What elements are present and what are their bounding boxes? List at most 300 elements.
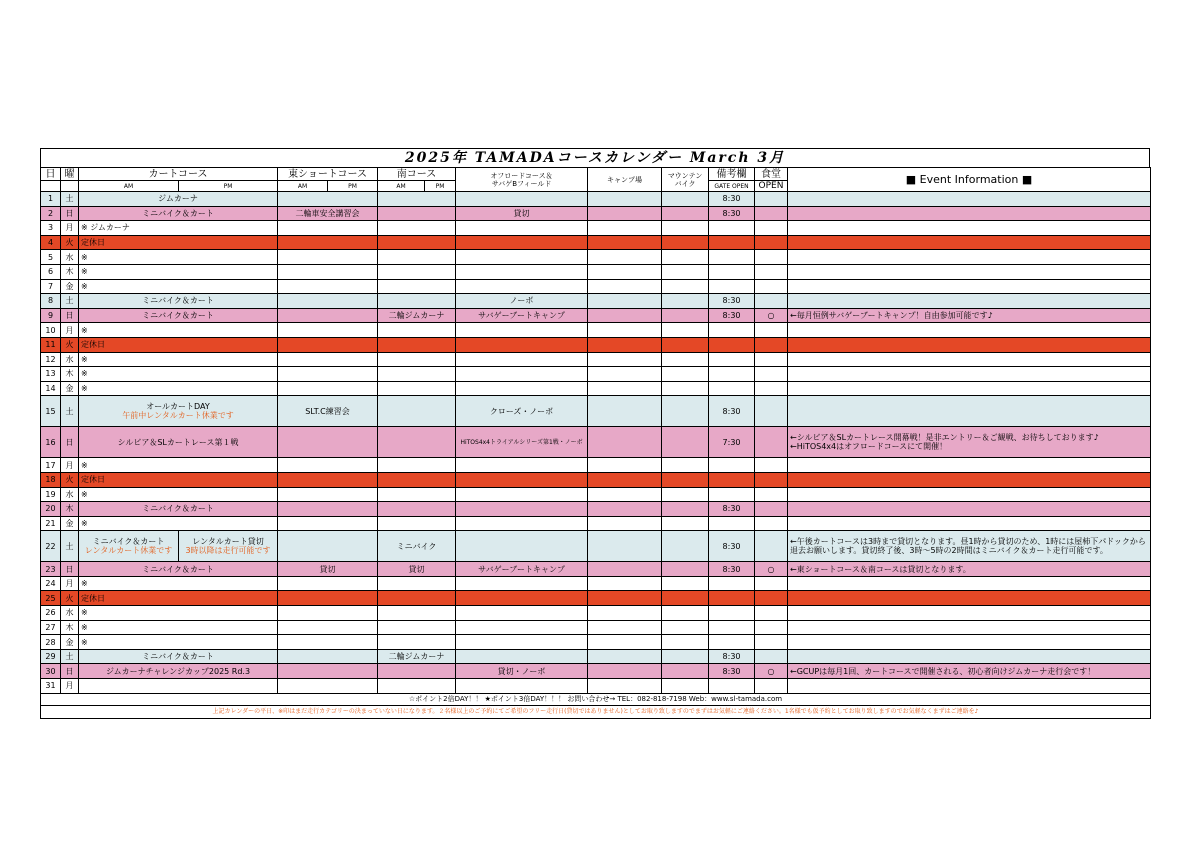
calendar-row: [41, 192, 1151, 207]
kart-cell: ※: [79, 367, 278, 382]
camp-cell: [588, 427, 662, 458]
food-cell: [755, 250, 788, 265]
day-cell: 4: [41, 235, 61, 250]
south-cell: [378, 606, 456, 621]
mtb-cell: [662, 531, 709, 562]
header-food: 食堂: [755, 168, 788, 181]
south-cell: ミニバイク: [378, 531, 456, 562]
gate-cell: 8:30: [709, 664, 755, 679]
event-cell: [788, 635, 1151, 650]
gate-cell: [709, 235, 755, 250]
east-cell: 貸切: [278, 562, 378, 577]
south-cell: [378, 396, 456, 427]
south-cell: [378, 591, 456, 606]
kart-cell: ※: [79, 381, 278, 396]
east-cell: [278, 487, 378, 502]
mtb-cell: [662, 250, 709, 265]
mtb-cell: [662, 487, 709, 502]
gate-cell: [709, 635, 755, 650]
mtb-cell: [662, 620, 709, 635]
offroad-cell: [456, 531, 588, 562]
food-cell: [755, 192, 788, 207]
east-pm: PM: [328, 181, 378, 192]
south-cell: [378, 221, 456, 236]
kart-pm-sub: 3時以降は走行可能です: [185, 546, 271, 556]
offroad-cell: 貸切: [456, 206, 588, 221]
south-cell: [378, 487, 456, 502]
event-cell: [788, 264, 1151, 279]
weekday-cell: 水: [61, 606, 79, 621]
kart-am-cell: [79, 531, 179, 562]
weekday-cell: 月: [61, 576, 79, 591]
offroad-cell: [456, 250, 588, 265]
offroad-cell: [456, 337, 588, 352]
camp-cell: [588, 221, 662, 236]
gate-cell: [709, 367, 755, 382]
offroad-cell: [456, 576, 588, 591]
south-cell: [378, 679, 456, 694]
camp-cell: [588, 337, 662, 352]
food-cell: [755, 531, 788, 562]
east-cell: [278, 323, 378, 338]
gate-cell: [709, 250, 755, 265]
offroad-cell: [456, 279, 588, 294]
mtb-cell: [662, 396, 709, 427]
calendar-row: [41, 337, 1151, 352]
weekday-cell: 火: [61, 591, 79, 606]
gate-cell: 8:30: [709, 502, 755, 517]
kart-pm-cell: [179, 531, 278, 562]
header-mtb: [662, 168, 709, 192]
event-text: ←シルビア＆SLカートレース開幕戦！是非エントリー＆ご観戦、お待ちしております♪: [790, 433, 1099, 443]
weekday-cell: 日: [61, 562, 79, 577]
kart-cell: 定休日: [79, 472, 278, 487]
mtb-cell: [662, 427, 709, 458]
day-cell: 25: [41, 591, 61, 606]
camp-cell: [588, 352, 662, 367]
event-cell: [788, 192, 1151, 207]
calendar-row: [41, 679, 1151, 694]
weekday-cell: 金: [61, 279, 79, 294]
mtb-cell: [662, 206, 709, 221]
food-cell: [755, 337, 788, 352]
event-cell: [788, 294, 1151, 309]
offroad-cell: 貸切・ノーボ: [456, 664, 588, 679]
kart-am-sub: レンタルカート休業です: [84, 546, 173, 556]
kart-sub: 午前中レンタルカート休業です: [122, 411, 234, 421]
kart-cell: シルビア＆SLカートレース第１戦: [79, 427, 278, 458]
food-cell: [755, 221, 788, 236]
calendar-row: [41, 472, 1151, 487]
event-cell: [788, 381, 1151, 396]
calendar-row: [41, 427, 1151, 458]
south-cell: [378, 352, 456, 367]
weekday-cell: 月: [61, 323, 79, 338]
kart-pm-text: レンタルカート貸切: [192, 537, 264, 547]
mtb-cell: [662, 679, 709, 694]
kart-cell: ミニバイク＆カート: [79, 649, 278, 664]
food-cell: [755, 679, 788, 694]
food-open: OPEN: [755, 181, 788, 192]
offroad-cell: クローズ・ノーボ: [456, 396, 588, 427]
food-cell: [755, 576, 788, 591]
gate-cell: [709, 458, 755, 473]
event-cell: [788, 664, 1151, 679]
camp-cell: [588, 458, 662, 473]
camp-cell: [588, 192, 662, 207]
calendar-table: [40, 167, 1151, 719]
weekday-cell: 水: [61, 352, 79, 367]
gate-cell: 8:30: [709, 562, 755, 577]
offroad-cell: [456, 264, 588, 279]
event-cell: [788, 367, 1151, 382]
east-cell: [278, 367, 378, 382]
east-cell: [278, 516, 378, 531]
weekday-cell: 土: [61, 649, 79, 664]
food-cell: [755, 279, 788, 294]
east-cell: SLT.C練習会: [278, 396, 378, 427]
calendar-row: [41, 323, 1151, 338]
east-cell: [278, 250, 378, 265]
kart-cell: ミニバイク＆カート: [79, 562, 278, 577]
gate-cell: [709, 487, 755, 502]
kart-cell: ジムカーナ: [79, 192, 278, 207]
day-cell: 18: [41, 472, 61, 487]
camp-cell: [588, 502, 662, 517]
day-cell: 29: [41, 649, 61, 664]
event-cell: [788, 487, 1151, 502]
food-cell: [755, 606, 788, 621]
calendar-row: [41, 487, 1151, 502]
weekday-cell: 金: [61, 635, 79, 650]
kart-cell: 定休日: [79, 235, 278, 250]
east-cell: [278, 502, 378, 517]
weekday-cell: 木: [61, 264, 79, 279]
mtb-cell: [662, 352, 709, 367]
camp-cell: [588, 576, 662, 591]
camp-cell: [588, 606, 662, 621]
mtb-cell: [662, 192, 709, 207]
day-cell: 12: [41, 352, 61, 367]
event-cell: [788, 221, 1151, 236]
header-east: 東ショートコース: [278, 168, 378, 181]
weekday-cell: 火: [61, 337, 79, 352]
south-cell: [378, 235, 456, 250]
gate-cell: [709, 591, 755, 606]
gate-cell: [709, 516, 755, 531]
gate-cell: [709, 620, 755, 635]
camp-cell: [588, 279, 662, 294]
food-cell: [755, 458, 788, 473]
east-cell: [278, 381, 378, 396]
food-cell: [755, 323, 788, 338]
calendar-row: [41, 396, 1151, 427]
header-row: [41, 168, 1151, 181]
weekday-cell: 日: [61, 427, 79, 458]
event-cell: [788, 235, 1151, 250]
calendar-row: [41, 606, 1151, 621]
weekday-cell: 火: [61, 235, 79, 250]
east-am: AM: [278, 181, 328, 192]
camp-cell: [588, 367, 662, 382]
event-cell: [788, 308, 1151, 323]
east-cell: [278, 221, 378, 236]
mtb-cell: [662, 649, 709, 664]
south-cell: [378, 576, 456, 591]
mtb-cell: [662, 337, 709, 352]
food-cell: [755, 396, 788, 427]
kart-cell: ジムカーナチャレンジカップ2025 Rd.3: [79, 664, 278, 679]
calendar: [40, 148, 1150, 719]
day-cell: 22: [41, 531, 61, 562]
calendar-row: [41, 279, 1151, 294]
footer-contact-row: [41, 693, 1151, 705]
mtb-cell: [662, 606, 709, 621]
mtb-cell: [662, 576, 709, 591]
calendar-title: 2025年 TAMADAコースカレンダー March 3月: [40, 148, 1150, 167]
day-cell: 30: [41, 664, 61, 679]
camp-cell: [588, 308, 662, 323]
calendar-row: [41, 664, 1151, 679]
food-cell: ○: [755, 562, 788, 577]
south-cell: [378, 664, 456, 679]
east-cell: [278, 192, 378, 207]
weekday-cell: 水: [61, 487, 79, 502]
day-cell: 19: [41, 487, 61, 502]
day-cell: 14: [41, 381, 61, 396]
mtb-cell: [662, 323, 709, 338]
day-cell: 26: [41, 606, 61, 621]
offroad-cell: ノーボ: [456, 294, 588, 309]
gate-cell: [709, 679, 755, 694]
offroad-cell: [456, 679, 588, 694]
calendar-row: [41, 250, 1151, 265]
mtb-cell: [662, 221, 709, 236]
kart-cell: ※: [79, 620, 278, 635]
south-cell: 二輪ジムカーナ: [378, 308, 456, 323]
food-cell: [755, 516, 788, 531]
offroad-cell: [456, 502, 588, 517]
food-cell: [755, 502, 788, 517]
gate-cell: [709, 606, 755, 621]
camp-cell: [588, 664, 662, 679]
kart-cell: 定休日: [79, 337, 278, 352]
gate-cell: [709, 221, 755, 236]
calendar-row: [41, 235, 1151, 250]
gate-cell: [709, 381, 755, 396]
calendar-row: [41, 649, 1151, 664]
footer-note: 上記カレンダーの平日、※印はまだ走行カテゴリーの決まっていない日になります。２名様以上のご予約にてご希望のフリー走行日(貸切ではありません)としてお取り致しますのでまずはお気軽にご連絡ください。1名様でも仮予約としてお取り致しますのでお気軽なくまずはご連絡を♪: [41, 705, 1151, 718]
calendar-row: [41, 576, 1151, 591]
south-cell: [378, 502, 456, 517]
header-kart: カートコース: [79, 168, 278, 181]
kart-cell: ※: [79, 516, 278, 531]
food-cell: [755, 206, 788, 221]
food-cell: [755, 352, 788, 367]
header-mtb-line2: バイク: [674, 179, 696, 188]
mtb-cell: [662, 516, 709, 531]
header-south: 南コース: [378, 168, 456, 181]
calendar-row: [41, 531, 1151, 562]
gate-cell: 8:30: [709, 531, 755, 562]
gate-cell: [709, 323, 755, 338]
offroad-cell: サバゲーブートキャンプ: [456, 562, 588, 577]
calendar-row: [41, 516, 1151, 531]
offroad-cell: サバゲーブートキャンプ: [456, 308, 588, 323]
kart-cell: ※: [79, 279, 278, 294]
calendar-row: [41, 367, 1151, 382]
south-cell: [378, 264, 456, 279]
east-cell: [278, 458, 378, 473]
event-text-2: ←HiTOS4x4はオフロードコースにて開催！: [790, 442, 948, 452]
offroad-cell: [456, 606, 588, 621]
calendar-row: [41, 620, 1151, 635]
south-cell: [378, 323, 456, 338]
gate-cell: [709, 472, 755, 487]
camp-cell: [588, 235, 662, 250]
camp-cell: [588, 620, 662, 635]
camp-cell: [588, 381, 662, 396]
offroad-cell: [456, 620, 588, 635]
gate-cell: 8:30: [709, 396, 755, 427]
south-cell: [378, 206, 456, 221]
camp-cell: [588, 516, 662, 531]
event-cell: [788, 250, 1151, 265]
south-am: AM: [378, 181, 425, 192]
south-cell: [378, 294, 456, 309]
gate-cell: [709, 576, 755, 591]
food-cell: ○: [755, 664, 788, 679]
kart-cell: ※: [79, 323, 278, 338]
gate-open: GATE OPEN: [709, 181, 755, 192]
calendar-row: [41, 458, 1151, 473]
east-cell: [278, 279, 378, 294]
day-cell: 17: [41, 458, 61, 473]
offroad-cell: [456, 591, 588, 606]
event-cell: [788, 606, 1151, 621]
header-event: ■ Event Information ■: [788, 168, 1151, 192]
event-cell: [788, 649, 1151, 664]
weekday-cell: 日: [61, 308, 79, 323]
mtb-cell: [662, 591, 709, 606]
day-cell: 6: [41, 264, 61, 279]
food-cell: [755, 294, 788, 309]
event-cell: [788, 502, 1151, 517]
event-cell: [788, 576, 1151, 591]
offroad-cell: [456, 367, 588, 382]
header-camp: キャンプ場: [588, 168, 662, 192]
east-cell: [278, 427, 378, 458]
south-cell: [378, 337, 456, 352]
food-cell: [755, 367, 788, 382]
event-text: ←GCUPは毎月1回、カートコースで開催される、初心者向けジムカーナ走行会です！: [790, 666, 1096, 676]
footer-note-row: [41, 705, 1151, 718]
day-cell: 1: [41, 192, 61, 207]
event-cell: [788, 591, 1151, 606]
header-mtb-line1: マウンテン: [667, 171, 703, 180]
east-cell: [278, 235, 378, 250]
weekday-cell: 土: [61, 192, 79, 207]
kart-cell: ミニバイク＆カート: [79, 502, 278, 517]
camp-cell: [588, 294, 662, 309]
camp-cell: [588, 591, 662, 606]
event-text: ←東ショートコース＆南コースは貸切となります。: [790, 564, 971, 574]
day-cell: 9: [41, 308, 61, 323]
day-cell: 21: [41, 516, 61, 531]
event-cell: [788, 279, 1151, 294]
day-cell: 15: [41, 396, 61, 427]
calendar-row: [41, 562, 1151, 577]
kart-cell: ※: [79, 458, 278, 473]
kart-am: AM: [79, 181, 179, 192]
food-cell: [755, 649, 788, 664]
kart-cell: 定休日: [79, 591, 278, 606]
event-cell: [788, 352, 1151, 367]
mtb-cell: [662, 264, 709, 279]
event-cell: [788, 458, 1151, 473]
south-cell: [378, 516, 456, 531]
kart-cell: ※: [79, 635, 278, 650]
camp-cell: [588, 487, 662, 502]
offroad-cell: [456, 635, 588, 650]
gate-cell: 8:30: [709, 206, 755, 221]
event-cell: [788, 427, 1151, 458]
offroad-cell: [456, 192, 588, 207]
event-cell: [788, 206, 1151, 221]
east-cell: [278, 264, 378, 279]
kart-am-text: ミニバイク＆カート: [92, 537, 165, 547]
east-cell: [278, 352, 378, 367]
food-cell: [755, 620, 788, 635]
east-cell: [278, 294, 378, 309]
weekday-cell: 金: [61, 381, 79, 396]
kart-cell: ※: [79, 606, 278, 621]
day-cell: 7: [41, 279, 61, 294]
weekday-cell: 木: [61, 502, 79, 517]
event-cell: [788, 337, 1151, 352]
weekday-cell: 土: [61, 294, 79, 309]
south-cell: [378, 620, 456, 635]
day-cell: 24: [41, 576, 61, 591]
calendar-row: [41, 381, 1151, 396]
weekday-cell: 木: [61, 367, 79, 382]
kart-cell: ※: [79, 576, 278, 591]
south-cell: [378, 250, 456, 265]
food-cell: [755, 472, 788, 487]
calendar-row: [41, 221, 1151, 236]
offroad-cell: [456, 458, 588, 473]
header-offroad-line2: サバゲBフィールド: [491, 179, 552, 188]
food-cell: [755, 264, 788, 279]
south-cell: [378, 427, 456, 458]
gate-cell: 8:30: [709, 308, 755, 323]
east-cell: [278, 472, 378, 487]
south-cell: 二輪ジムカーナ: [378, 649, 456, 664]
mtb-cell: [662, 308, 709, 323]
event-cell: [788, 396, 1151, 427]
offroad-cell: [456, 352, 588, 367]
day-cell: 10: [41, 323, 61, 338]
mtb-cell: [662, 664, 709, 679]
weekday-cell: 土: [61, 531, 79, 562]
camp-cell: [588, 206, 662, 221]
offroad-cell: [456, 381, 588, 396]
offroad-cell: [456, 221, 588, 236]
gate-cell: 8:30: [709, 192, 755, 207]
food-cell: [755, 427, 788, 458]
camp-cell: [588, 250, 662, 265]
gate-cell: [709, 264, 755, 279]
